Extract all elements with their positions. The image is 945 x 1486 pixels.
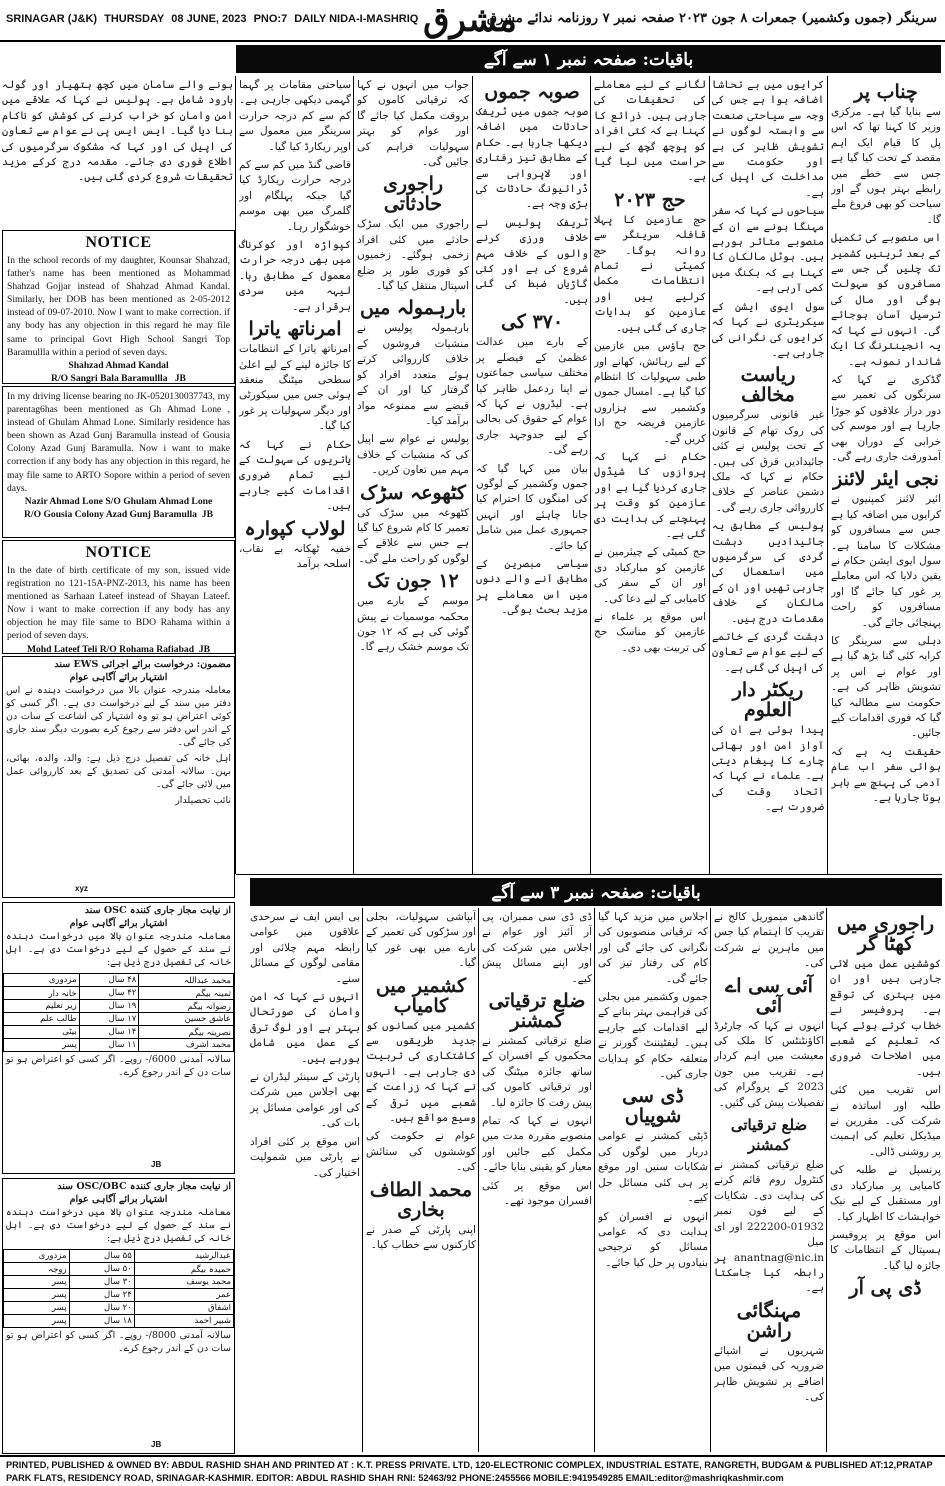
column-rule — [472, 76, 473, 874]
family-cell: ۱۷ سال — [79, 1013, 139, 1026]
article-heading: ۳۷۰ کی — [500, 311, 564, 334]
family-row — [4, 1302, 234, 1315]
article-heading: محمد الطاف بخاری — [369, 1178, 473, 1221]
article-heading: ریکٹر دار العلوم — [732, 679, 804, 722]
family-table — [3, 1249, 234, 1328]
family-cell: زوجہ — [4, 1263, 70, 1276]
masthead — [0, 0, 945, 42]
family-cell: شبیر احمد — [134, 1315, 233, 1328]
family-cell: ۵۵ سال — [69, 1250, 134, 1263]
column-rule — [827, 76, 828, 874]
article-column: گاندھی میموریل کالج نے تقریب کا اہتمام کیا جس میں ماہرین نے شرکت کی۔ آئی سی اے آئی انہوں نے کہا کہ چارٹرڈ اکاؤنٹنٹس کا ملک کی معیشت میں اہم کردار ہے۔ تقریب میں جون 2023 کے پروگرام کی تفصیلات پیش کی گئیں۔ ضلع ترقیاتی کمشنر ضلع ترقیاتی کمشنر نے کنٹرول روم قائم کرنے کی ہدایت دی۔ شکایات کے لیے فون نمبر 01932-222200 اور ای میل anantnag@nic.in پر رابطہ کیا جاسکتا ہے۔ مہنگائی راشن شہریوں نے اشیائے ضروریہ کی قیمتوں میں اضافے پر تشویش ظاہر کی۔ — [714, 911, 824, 1403]
family-row — [4, 974, 234, 987]
public-notice — [2, 230, 235, 384]
column-rule — [235, 76, 236, 874]
article-heading: بارہمولہ میں — [359, 297, 467, 320]
imprint-footer: PRINTED, PUBLISHED & OWNED BY: ABDUL RASHID SHAH AND PRINTED AT : K.T. PRESS PRIVATE. LTD, 120-ELECTRONIC COMPLEX, INDUSTRIAL ESTATE, RANGRETH, BUDGAM & PUBLISHED AT:12,PRATAP PARK FLATS, RESIDENCY ROAD, SRINAGAR-KASHMIR. EDITOR: ABDUL RASHID SHAH RNI: 52463/92 PHONE:2455566 MOBILE:9419549285 EMAIL:editor@mashriqkashmir.com — [0, 1455, 945, 1486]
column-rule — [590, 76, 591, 874]
article-heading: مہنگائی راشن — [736, 1299, 802, 1342]
article-column: لگانے کے لیے معاملے کی تحقیقات کی جارہی ہیں۔ ذرائع کا کہنا ہے کہ کئی افراد کو پوچھ گچھ کے لیے حراست میں لیا گیا ہے۔ حج ۲۰۲۳ حج عازمین کا پہلا قافلہ سرینگر سے روانہ ہوگا۔ حج کمیٹی نے تمام انتظامات مکمل کرلیے ہیں اور عازمین کو ہدایات جاری کی گئی ہیں۔ حج ہاؤس میں عازمین کے لیے رہائش، کھانے اور طبی سہولیات کا انتظام کیا گیا ہے۔ امسال جموں وکشمیر سے ہزاروں عازمین فریضہ حج ادا کریں گے۔ حکام نے کہا کہ پروازوں کا شیڈول جاری کردیا گیا ہے اور عازمین کو وقت پر پہنچنے کی ہدایت دی گئی ہے۔ حج کمیٹی کے چیئرمین نے عازمین کو مبارکباد دی اور ان کے سفر کی کامیابی کے لیے دعا کی۔ اس موقع پر علماء نے عازمین کو مناسک حج کی تربیت بھی دی۔ — [594, 79, 706, 654]
notice-signature: Mohd Lateef Teli R/O Rohama Rafiabad JB — [26, 643, 211, 654]
family-cell: محمد یوسف — [134, 1276, 233, 1289]
family-cell: ۱۸ سال — [69, 1315, 134, 1328]
notice-title: NOTICE — [85, 234, 152, 251]
family-row — [4, 1276, 234, 1289]
section-band-mid: باقیات: صفحہ نمبر ۳ سے آگے — [250, 878, 942, 906]
column-rule — [709, 76, 710, 874]
article-heading: کٹھوعہ سڑک — [360, 481, 466, 504]
family-cell: عاشق حسین — [139, 1013, 234, 1026]
family-cell: ۲۴ سال — [69, 1289, 134, 1302]
family-cell: ۱۴ سال — [79, 1026, 139, 1039]
notice-signature: Shahzad Ahmad Kandal — [68, 359, 169, 371]
family-cell: پسر — [4, 1276, 70, 1289]
masthead-dateline: SRINAGAR (J&K) THURSDAY 08 JUNE, 2023 PNO:7 DAILY NIDA-I-MASHRIQ — [6, 13, 419, 25]
article-column: چناب پر سے بنایا گیا ہے۔ مرکزی وزیر کا کہنا تھا کہ اس پل کا قیام ایک اہم مقصد کے تحت کیا گیا ہے جس سے خطے میں رابطے بہتر ہوں گے اور سیاحت کو بھی فروغ ملے گا۔ اس منصوبے کی تکمیل کے بعد ٹرینیں کشمیر تک چلیں گی جس سے مسافروں کو سہولت ہوگی اور مال کی ترسیل آسان ہوجائے گی۔ انہوں نے کہا کہ یہ انجینئرنگ کا ایک شاندار نمونہ ہے۔ گڈکری نے کہا کہ سرنگوں کی تعمیر سے دور دراز علاقوں کو جوڑا جارہا ہے اور موسم کی خرابی کے دوران بھی آمدورفت جاری رہے گی۔ نجی ایئر لائنز ائیر لائنز کمپنیوں نے کرایوں میں اضافہ کیا ہے جس سے مسافروں کو مشکلات کا سامنا ہے۔ سول ایوی ایشن حکام نے یقین دلایا کہ اس معاملے پر غور کیا جائے گا اور مسافروں کو راحت پہنچائی جائے گی۔ دہلی سے سرینگر کا کرایہ کئی گنا بڑھ گیا ہے اور عوام نے اس پر تشویش ظاہر کی ہے۔ حکومت سے مطالبہ کیا گیا کہ فوری اقدامات کیے جائیں۔ حقیقت یہ ہے کہ ہوائی سفر اب عام آدمی کی پہنچ سے باہر ہوتا جارہا ہے۔ — [831, 81, 941, 805]
public-notice — [2, 386, 235, 538]
family-cell: ۵۰ سال — [69, 1263, 134, 1276]
family-cell: ۳۰ سال — [69, 1276, 134, 1289]
article-heading: آئی سی اے آئی — [725, 974, 813, 1017]
family-row — [4, 1289, 234, 1302]
public-notice — [2, 540, 235, 654]
family-row — [4, 1026, 234, 1039]
article-column: سیاحتی مقامات پر گہما گہمی دیکھی جارہی ہے۔ کم سے کم درجہ حرارت سرینگر میں معمول سے اوپر ریکارڈ کیا گیا۔ قاضی گنڈ میں کم سے کم درجہ حرارت ریکارڈ کیا گیا جبکہ پہلگام اور گلمرگ میں بھی موسم خوشگوار رہا۔ کپواڑہ اور کوکرناگ میں بھی درجہ حرارت معمول کے مطابق رہا۔ لیہہ میں سردی برقرار ہے۔ امرناتھ یاترا امرناتھ یاترا کے انتظامات کا جائزہ لینے کے لیے اعلیٰ سطحی میٹنگ منعقد ہوئی جس میں سیکورٹی اور دیگر سہولیات پر غور کیا گیا۔ حکام نے کہا کہ یاتریوں کی سہولت کے لیے تمام ضروری اقدامات کیے جارہے ہیں۔ لولاب کپوارہ خفیہ ٹھکانہ بے نقاب، اسلحہ برآمد — [239, 79, 351, 570]
article-heading: لولاب کپوارہ — [244, 517, 346, 540]
newspaper-logo: مشرق — [423, 0, 517, 40]
article-column: راجوری میں کھٹا گر کوششیں عمل میں لائی جارہی ہیں اور ان میں بہتری کی توقع ہے۔ پروفیسر نے خطاب کرتے ہوئے کہا کہ تعلیم کے شعبے میں اصلاحات ضروری ہیں۔ اس تقریب میں کئی طلبہ اور اساتذہ نے شرکت کی۔ مقررین نے میڈیکل تعلیم کی اہمیت پر روشنی ڈالی۔ پرنسپل نے طلبہ کی کامیابی پر مبارکباد دی اور مستقبل کے لیے نیک خواہشات کا اظہار کیا۔ اس موقع پر پروفیسر ہسپتال کے انتظامات کا جائزہ لیا گیا۔ ڈی پی آر — [830, 913, 941, 1300]
notice-title: NOTICE — [85, 544, 152, 561]
article-column: اجلاس میں مزید کہا گیا کہ ترقیاتی منصوبوں کی نگرانی کی جائے گی اور کام کی رفتار تیز کی جائے گی۔ جموں وکشمیر میں بجلی کی فراہمی بہتر بنانے کے لیے اقدامات کیے جارہے ہیں۔ لیفٹیننٹ گورنر نے متعلقہ حکام کو ہدایات جاری کیں۔ ڈی سی شوپیاں ڈپٹی کمشنر نے عوامی دربار میں لوگوں کی شکایات سنیں اور موقع پر ہی کئی مسائل حل کیے۔ انہوں نے افسران کو ہدایت دی کہ عوامی مسائل کو ترجیحی بنیادوں پر حل کیا جائے۔ — [598, 911, 708, 1269]
notice-address: R/O Sangri Bala Baramullla JB — [51, 372, 186, 384]
family-cell: محمد عبداللہ — [139, 974, 234, 987]
section-rule — [236, 874, 942, 875]
column-rule — [353, 76, 354, 874]
article-heading: راجوری میں کھٹا گر — [836, 913, 935, 955]
masthead-urdu-dateline: سرینگر (جموں وکشمیر) جمعرات ۸ جون ۲۰۲۳ صفحہ نمبر ۷ روزنامہ ندائے مشرق — [486, 11, 937, 26]
article-heading: امرناتھ یاترا — [248, 318, 342, 341]
family-cell: رضوانہ بیگم — [139, 1000, 234, 1013]
family-cell: ۱۹ سال — [79, 1000, 139, 1013]
article-heading: چناب پر — [854, 81, 918, 103]
family-cell: ۲۰ سال — [69, 1302, 134, 1315]
family-row — [4, 987, 234, 1000]
article-column: ڈی ڈی سی ممبران، پی آر آئیز اور عوام نے اجلاس میں شرکت کی اور اپنے مسائل پیش کیے۔ ضلع ترقیاتی کمشنر ضلع ترقیاتی کمشنر نے محکموں کے افسران کے ساتھ جائزہ میٹنگ کی اور ترقیاتی کاموں کی پیش رفت کا جائزہ لیا۔ انہوں نے کہا کہ تمام منصوبے مقررہ مدت میں مکمل کیے جائیں اور معیار کو یقینی بنایا جائے۔ اس موقع پر کئی افسران موجود تھے۔ — [482, 911, 592, 1208]
family-cell: نصرینہ بیگم — [139, 1026, 234, 1039]
family-cell: بیٹی — [4, 1026, 80, 1039]
notice-address: R/O Gousia Colony Azad Gunj Baramulla JB — [24, 508, 213, 520]
family-row — [4, 1315, 234, 1328]
article-column: جواب میں انہوں نے کہا کہ ترقیاتی کاموں کو بروقت مکمل کیا جائے گا اور عوام کو بہتر سہولیات فراہم کی جائیں گی۔ راجوری حادثاتی راجوری میں ایک سڑک حادثے میں کئی افراد زخمی ہوگئے۔ زخمیوں کو فوری طور پر ضلع اسپتال منتقل کیا گیا۔ بارہمولہ میں بارہمولہ پولیس نے منشیات فروشوں کے خلاف کارروائی کرتے ہوئے متعدد افراد کو گرفتار کیا اور ان کے قبضے سے ممنوعہ مواد برآمد کیا۔ پولیس نے عوام سے اپیل کی کہ منشیات کے خلاف مہم میں تعاون کریں۔ کٹھوعہ سڑک کٹھوعہ میں سڑک کی تعمیر کا کام شروع کیا گیا ہے جس سے علاقے کے لوگوں کو راحت ملے گی۔ ۱۲ جون تک موسم کے بارے میں محکمہ موسمیات نے پیش گوئی کی ہے کہ ۱۲ جون تک موسم خشک رہے گا۔ — [357, 79, 469, 654]
family-cell: خانہ دار — [4, 987, 80, 1000]
notice-body: In my driving license bearing no JK-0520130037743, my parentag6has been mentioned as Gh Ahmad Lone , instead of Ghulam Ahmad Lone. Similarly residence has been shown as Azad Gunj Baramulla instead of Gousia Colony Azad Gunj Baramulla. Now i want to make correction if any body has any objection in this regard, he may file same to ARTO Sopore within a period of seven days. — [7, 391, 230, 494]
family-cell: ۱۱ سال — [79, 1039, 139, 1052]
family-row — [4, 1013, 234, 1026]
column-rule — [594, 908, 595, 1452]
article-heading: ضلع ترقیاتی کمشنر — [730, 1116, 808, 1155]
article-text: سے بنایا گیا ہے۔ مرکزی وزیر کا کہنا تھا کہ اس پل کا قیام ایک اہم مقصد کے تحت کیا گیا ہے جس سے خطے میں رابطے بہتر ہوں گے اور سیاحت کو بھی فروغ ملے گا۔ — [831, 106, 941, 226]
family-cell: پسر — [4, 1039, 80, 1052]
column-rule — [826, 908, 827, 1452]
osc-advertisement: از نیابت مجاز جاری کنندہ OSC سند اشتہار برائے آگاہی عوام معاملہ مندرجہ عنوان بالا میں درخواست دہندہ نے سند کے حصول کے لیے درخواست دی ہے۔ اہل خانہ کی تفصیل درج ذیل ہے: محمد عبداللہ ۴۸ سال مزدوری ثمینہ بیگم ۴۲ سال خانہ دار رضوانہ بیگم ۱۹ سال زیر تعلیم عاشق حسین ۱۷ سال طالب علم نصرینہ بیگم ۱۴ سال بیٹی محمد اشرف ۱۱ سال پسر سالانہ آمدنی 6000/- روپے۔ اگر کسی کو اعتراض ہو تو سات دن کے اندر رجوع کرے۔ JB — [2, 902, 235, 1174]
article-heading: کشمیر میں کامیاب — [375, 974, 467, 1017]
family-cell: ۴۲ سال — [79, 987, 139, 1000]
article-heading: نجی ایئر لائنز — [833, 468, 939, 491]
notice-body: In the date of birth certificate of my son, issued vide registration no 121-15A-PNZ-2013, his name has been mentioned as Sarhaan Lateef instead of Shayan Lateef. Now i want to make correction if any body has any objection he may file same to BDO Rahama within a period of seven days. — [7, 565, 230, 642]
article-column: صوبہ جموں صوبہ جموں میں ٹریفک حادثات میں اضافہ دیکھا جارہا ہے۔ حکام کے مطابق تیز رفتاری اور لاپرواہی سے ڈرائیونگ حادثات کی بڑی وجہ ہے۔ ٹریفک پولیس نے خلاف ورزی کرنے والوں کے خلاف مہم شروع کی ہے اور کئی گاڑیاں ضبط کی گئی ہیں۔ ۳۷۰ کی کے بارے میں عدالت عظمیٰ کے فیصلے پر مختلف سیاسی جماعتوں نے اپنا ردعمل ظاہر کیا ہے۔ لیڈروں نے کہا کہ عوام کے حقوق کی بحالی کے لیے جدوجہد جاری رہے گی۔ بیان میں کہا گیا کہ جموں وکشمیر کے لوگوں کی امنگوں کا احترام کیا جانا چاہئے اور انہیں جمہوری عمل میں شامل کیا جائے۔ سیاسی مبصرین کے مطابق آنے والے دنوں میں اس معاملے پر مزید بحث ہوگی۔ — [476, 81, 588, 617]
family-cell: محمد اشرف — [139, 1039, 234, 1052]
column-rule — [478, 908, 479, 1452]
family-cell: ۴۸ سال — [79, 974, 139, 987]
family-cell: پسر — [4, 1315, 70, 1328]
family-cell: عمر — [134, 1289, 233, 1302]
family-table — [3, 973, 234, 1052]
family-cell: عبدالرشید — [134, 1250, 233, 1263]
section-band-top: باقیات: صفحہ نمبر ۱ سے آگے — [236, 45, 941, 73]
column-rule — [710, 908, 711, 1452]
osc-obc-advertisement: از نیابت مجاز جاری کنندہ OSC/OBC سند اشتہار برائے آگاہی عوام معاملہ مندرجہ عنوان بالا میں درخواست دہندہ نے سند کے حصول کے لیے درخواست دی ہے۔ اہل خانہ کی تفصیل درج ذیل ہے: عبدالرشید ۵۵ سال مزدوری حمیدہ بیگم ۵۰ سال زوجہ محمد یوسف ۳۰ سال پسر عمر ۲۴ سال پسر اشفاق ۲۰ سال پسر شبیر احمد ۱۸ سال پسر سالانہ آمدنی 8000/- روپے۔ اگر کسی کو اعتراض ہو تو سات دن کے اندر رجوع کرے۔ JB — [2, 1178, 235, 1454]
family-cell: طالب علم — [4, 1013, 80, 1026]
article-heading: ریاست مخالف — [740, 364, 796, 407]
article-heading: راجوری حادثاتی — [382, 173, 444, 216]
family-cell: ثمینہ بیگم — [139, 987, 234, 1000]
family-row — [4, 1263, 234, 1276]
family-cell: حمیدہ بیگم — [134, 1263, 233, 1276]
article-column: ہونے والے سامان میں کچھ ہتھیار اور گولہ بارود شامل ہے۔ پولیس نے کہا کہ علاقے میں امن وامان کو خراب کرنے کی کوشش کو ناکام بنا دیا گیا۔ ایس ایس پی نے عوام سے تعاون کی اپیل کی اور کہا کہ مشکوک سرگرمیوں کی اطلاع فوری دی جائے۔ مقدمہ درج کرکے مزید تحقیقات شروع کردی گئی ہیں۔ — [2, 79, 233, 184]
family-row — [4, 1039, 234, 1052]
article-column: کرایوں میں بے تحاشا اضافہ ہوا ہے جس کی وجہ سے سیاحتی صنعت سے وابستہ لوگوں نے تشویش ظاہر کی ہے اور حکومت سے مداخلت کی اپیل کی ہے۔ سیاحوں نے کہا کہ سفر مہنگا ہونے سے ان کے منصوبے متاثر ہورہے ہیں۔ ہوٹل مالکان کا کہنا ہے کہ بکنگ میں کمی آرہی ہے۔ سول ایوی ایشن کے سیکریٹری نے کہا کہ کرایوں کی نگرانی کی جارہی ہے۔ ریاست مخالف غیر قانونی سرگرمیوں کی روک تھام کے قانون کے تحت پولیس نے کئی جائیدادیں قرق کی ہیں۔ حکام نے کہا کہ ملک دشمن عناصر کے خلاف کارروائی جاری رہے گی۔ پولیس کے مطابق یہ جائیدادیں دہشت گردی کی سرگرمیوں میں استعمال کی جارہی تھیں اور ان کے مالکان کے خلاف مقدمات درج ہیں۔ دہشت گردی کے خاتمے کے لیے عوام سے تعاون کی اپیل کی گئی ہے۔ ریکٹر دار العلوم پیدا ہوئی ہے ان کی آواز امن اور بھائی چارے کا پیغام دیتی ہے۔ علماء نے کہا کہ اتحاد وقت کی ضرورت ہے۔ — [712, 79, 824, 814]
notice-body: In the school records of my daughter, Kounsar Shahzad, father's name has been mentioned as Mohammad Shahzad Gojjar instead of Shahzad Ahmad Kandal. Similarly, her DOB has been mentioned as 2-05-2012 instead of 09-07-2010. Now I want to make correction. if any body has any objection in this regard he may file same to principal Govt High School Sangri Top Baramullla within a period of seven days. — [7, 255, 230, 358]
notice-signature: Nazir Ahmad Lone S/O Ghulam Ahmad Lone — [24, 495, 213, 507]
article-heading: ڈی سی شوپیاں — [622, 1085, 684, 1128]
family-cell: مزدوری — [4, 974, 80, 987]
article-column: آبپاشی سہولیات، بجلی اور سڑکوں کی تعمیر کے بارے میں بھی غور کیا گیا۔ کشمیر میں کامیاب کشمیر میں کسانوں کو جدید طریقوں سے کاشتکاری کی تربیت دی جارہی ہے۔ انہوں نے کہا کہ زراعت کے شعبے میں ترقی کے وسیع مواقع ہیں۔ عوام نے حکومت کی کوششوں کی ستائش کی۔ محمد الطاف بخاری اپنی پارٹی کے صدر نے کارکنوں سے خطاب کیا۔ — [366, 911, 476, 1252]
ews-advertisement: مضمون: درخواست برائے اجرائی EWS سند اشتہار برائے آگاہی عوام معاملہ مندرجہ عنوان بالا میں درخواست دہندہ نے اس دفتر میں سند کے لیے درخواست دی ہے۔ اگر کسی کو کوئی اعتراض ہو تو وہ اشتہار کی اشاعت کے سات دن کے اندر اس دفتر سے رجوع کرے بصورت دیگر سند جاری کی جائے گی۔ اہل خانہ کی تفصیل درج ذیل ہے: والد، والدہ، بھائی، بہن۔ سالانہ آمدنی کی تصدیق کے بعد کارروائی عمل میں لائی جائے گی۔ نائب تحصیلدار xyz — [2, 656, 235, 898]
family-cell: پسر — [4, 1289, 70, 1302]
article-heading: حج ۲۰۲۳ — [614, 188, 686, 211]
article-heading: ضلع ترقیاتی کمشنر — [488, 990, 586, 1033]
article-column: بی ایس ایف نے سرحدی علاقوں میں عوامی رابطہ مہم چلائی اور مقامی لوگوں کے مسائل سنے۔ انہوں نے کہا کہ امن وامان کی صورتحال بہتر ہے اور لوگ ترقی کے عمل میں شامل ہورہے ہیں۔ پارٹی کے سینئر لیڈران نے بھی اجلاس میں شرکت کی اور عوامی مسائل پر بات کی۔ اس موقع پر کئی افراد نے پارٹی میں شمولیت اختیار کی۔ — [250, 911, 360, 1179]
article-heading: صوبہ جموں — [484, 81, 580, 103]
article-heading: ۱۲ جون تک — [367, 570, 459, 593]
family-row — [4, 1250, 234, 1263]
family-row — [4, 1000, 234, 1013]
family-cell: مزدوری — [4, 1250, 70, 1263]
family-cell: زیر تعلیم — [4, 1000, 80, 1013]
article-heading: ڈی پی آر — [849, 1277, 922, 1300]
family-cell: پسر — [4, 1302, 70, 1315]
column-rule — [362, 908, 363, 1452]
family-cell: اشفاق — [134, 1302, 233, 1315]
